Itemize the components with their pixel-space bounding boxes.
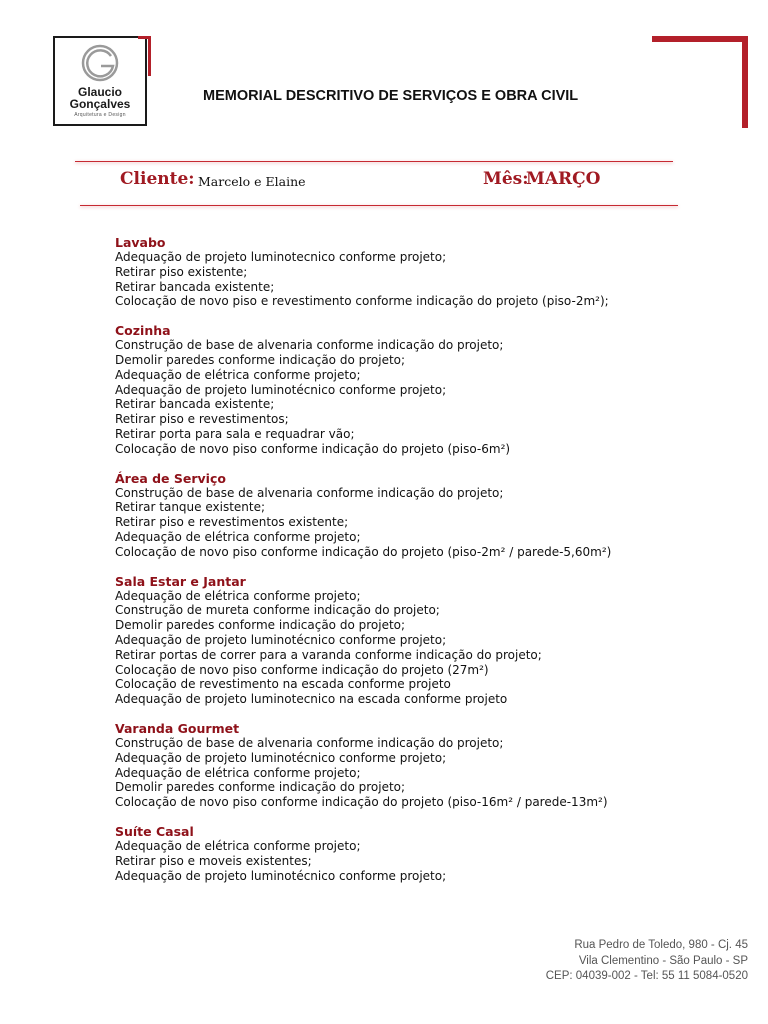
service-item: Adequação de projeto luminotécnico conforme projeto; [115,868,447,883]
room-section [115,323,735,456]
service-item: Retirar porta para sala e requadrar vão; [115,426,355,441]
service-item: Adequação de projeto luminotécnico conforme projeto; [115,750,447,765]
room-section [115,824,735,883]
logo-tagline: Arquitetura e Design [74,112,126,118]
service-item: Retirar piso existente; [115,264,248,279]
logo-name-line1: Glaucio [77,85,122,99]
service-item: Colocação de novo piso conforme indicação do projeto (piso-6m²) [115,441,511,456]
service-item: Construção de base de alvenaria conforme indicação do projeto; [115,338,504,353]
services-list [115,235,735,897]
service-item: Retirar bancada existente; [115,279,275,294]
logo-name-line2: Gonçalves [69,97,131,111]
room-section [115,471,735,560]
service-item: Retirar piso e revestimentos existente; [115,515,349,530]
room-section-title: Suíte Casal [115,823,194,839]
service-item: Adequação de projeto luminotecnico na escada conforme projeto [115,692,508,707]
room-section-title: Cozinha [115,323,171,339]
month-value: MARÇO [526,169,601,189]
service-item: Adequação de projeto luminotécnico conforme projeto; [115,632,447,647]
service-item: Retirar bancada existente; [115,397,275,412]
logo-g-mark-icon [79,42,121,84]
service-item: Adequação de projeto luminotecnico conforme projeto; [115,250,447,264]
client-bar-bottom-rule [80,205,678,206]
service-item: Retirar piso e revestimentos; [115,412,289,427]
room-section [115,235,735,309]
service-item: Adequação de elétrica conforme projeto; [115,765,361,780]
service-item: Colocação de novo piso conforme indicação do projeto (piso-16m² / parede-13m²) [115,795,608,810]
service-item: Adequação de elétrica conforme projeto; [115,367,361,382]
service-item: Retirar tanque existente; [115,500,266,515]
service-item: Demolir paredes conforme indicação do projeto; [115,780,406,795]
room-section-title: Varanda Gourmet [115,720,240,736]
service-item: Construção de mureta conforme indicação do projeto; [115,603,440,618]
room-section-title: Área de Serviço [115,470,226,486]
room-section-title: Sala Estar e Jantar [115,573,246,589]
footer-address-line2: Vila Clementino - São Paulo - SP [578,954,748,967]
footer-address [546,938,748,985]
service-item: Adequação de projeto luminotécnico conforme projeto; [115,382,447,397]
month-label: Mês: [483,169,529,189]
footer-address-line3: CEP: 04039-002 - Tel: 55 11 5084-0520 [545,970,748,982]
client-name: Marcelo e Elaine [198,174,306,189]
company-logo [53,36,147,126]
service-item: Adequação de elétrica conforme projeto; [115,838,361,853]
document-title: MEMORIAL DESCRITIVO DE SERVIÇOS E OBRA CIVIL [203,88,579,104]
service-item: Colocação de novo piso conforme indicação do projeto (27m²) [115,662,489,677]
room-section-title: Lavabo [115,235,166,250]
service-item: Adequação de elétrica conforme projeto; [115,529,361,544]
service-item: Colocação de novo piso conforme indicação do projeto (piso-2m² / parede-5,60m²) [115,544,612,559]
logo-accent-bracket [138,36,151,76]
service-item: Demolir paredes conforme indicação do projeto; [115,618,406,633]
service-item: Retirar piso e moveis existentes; [115,853,312,868]
corner-bracket-decoration [652,36,748,128]
client-bar-top-rule [75,161,673,162]
service-item: Adequação de elétrica conforme projeto; [115,588,361,603]
service-item: Demolir paredes conforme indicação do projeto; [115,352,406,367]
service-item: Colocação de revestimento na escada conforme projeto [115,677,451,692]
footer-address-line1: Rua Pedro de Toledo, 980 - Cj. 45 [574,939,748,951]
service-item: Colocação de novo piso e revestimento conforme indicação do projeto (piso-2m²); [115,294,609,309]
service-item: Retirar portas de correr para a varanda conforme indicação do projeto; [115,647,542,662]
service-item: Construção de base de alvenaria conforme indicação do projeto; [115,735,504,750]
room-section [115,721,735,810]
client-label: Cliente: [120,169,195,189]
service-item: Construção de base de alvenaria conforme indicação do projeto; [115,485,504,500]
room-section [115,574,735,707]
